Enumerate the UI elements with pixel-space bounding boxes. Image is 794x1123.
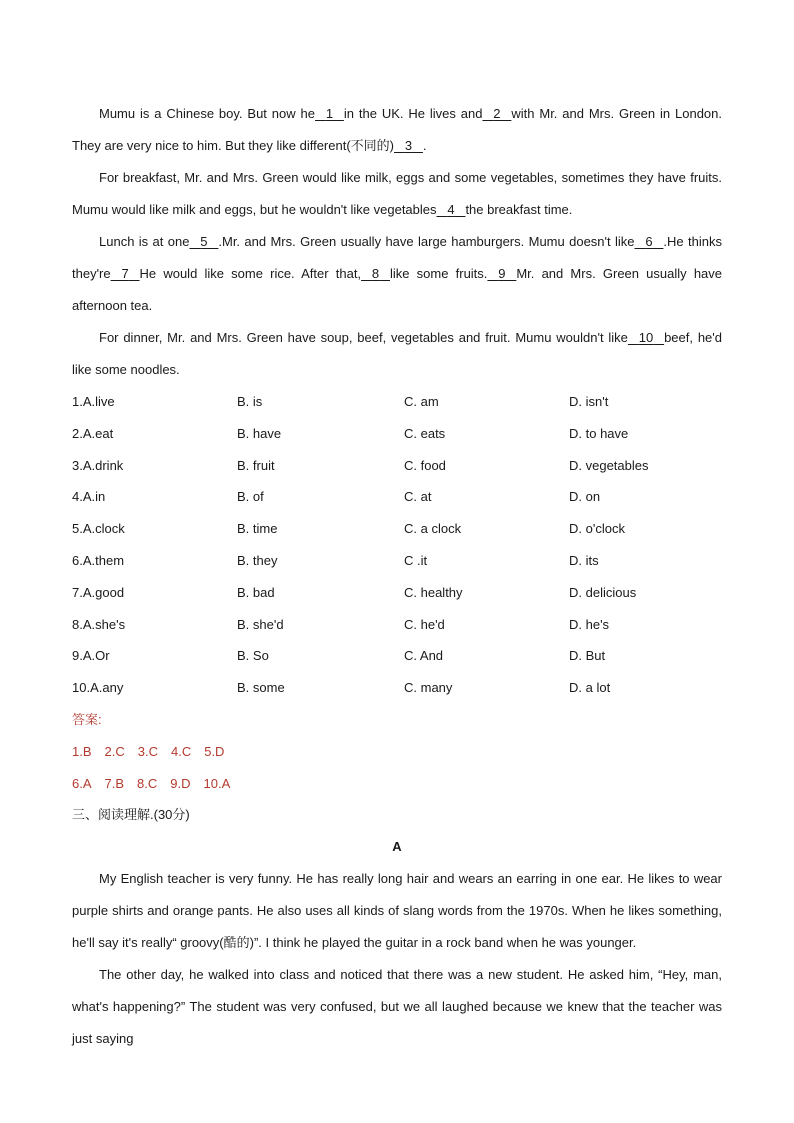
option-a: 2.A.eat bbox=[72, 425, 114, 441]
option-b: B. of bbox=[237, 489, 264, 505]
blank-8: 8 bbox=[371, 266, 380, 281]
question-row bbox=[72, 640, 722, 672]
text-run: with Mr. and Mrs. Green in London. They are very nice to him. But they like different(不同的) bbox=[72, 106, 722, 153]
blank-5: 5 bbox=[200, 234, 208, 249]
option-d: D. on bbox=[569, 489, 601, 505]
option-b: B. So bbox=[237, 648, 269, 664]
option-b: B. fruit bbox=[237, 457, 275, 473]
option-d: D. its bbox=[569, 552, 599, 568]
option-d: D. he's bbox=[569, 616, 610, 632]
option-b: B. have bbox=[237, 425, 282, 441]
option-c: C. healthy bbox=[404, 584, 463, 600]
answer-item: 10.A bbox=[203, 775, 231, 791]
option-c: C. And bbox=[404, 648, 444, 664]
text-run: in the UK. He lives and bbox=[343, 106, 483, 121]
blank-9: 9 bbox=[498, 266, 506, 281]
option-c: C. am bbox=[404, 394, 439, 409]
answer-item: 9.D bbox=[170, 775, 191, 791]
option-a: 7.A.good bbox=[72, 584, 125, 600]
question-list bbox=[72, 386, 722, 704]
option-a: 5.A.clock bbox=[72, 521, 125, 537]
option-b: B. they bbox=[237, 552, 278, 568]
cloze-paragraph-1 bbox=[72, 98, 722, 162]
section-title: 三、阅读理解.(30分) bbox=[72, 807, 190, 823]
text-run: He would like some rice. After that, bbox=[139, 266, 362, 281]
answer-item: 7.B bbox=[104, 775, 125, 791]
cloze-paragraph-4 bbox=[72, 322, 722, 386]
text-run: .Mr. and Mrs. Green usually have large hamburgers. Mumu doesn't like bbox=[218, 234, 635, 249]
option-c: C. at bbox=[404, 489, 432, 505]
reading-paragraph-1: My English teacher is very funny. He has really long hair and wears an earring in one ear. He likes to wear purple shirts and orange pants. He also uses all kinds of slang words from the 1970s. When he likes something, he'll say it's really“ groovy(酷的)”. I think he played the guitar in a rock band when he was younger. bbox=[72, 871, 722, 951]
answer-item: 6.A bbox=[72, 775, 92, 791]
option-b: B. bad bbox=[237, 584, 275, 600]
option-c: C. he'd bbox=[404, 616, 445, 632]
blank-10: 10 bbox=[638, 330, 654, 345]
question-row bbox=[72, 450, 722, 482]
option-d: D. a lot bbox=[569, 680, 611, 696]
answer-label: 答案: bbox=[72, 711, 102, 727]
answer-row-2 bbox=[72, 768, 722, 800]
blank-3: 3 bbox=[404, 138, 413, 153]
text-run: Lunch is at one bbox=[99, 234, 190, 249]
option-d: D. But bbox=[569, 648, 606, 664]
option-d: D. to have bbox=[569, 425, 629, 441]
option-d: D. vegetables bbox=[569, 457, 649, 473]
blank-2: 2 bbox=[493, 106, 501, 121]
blank-7: 7 bbox=[121, 266, 129, 281]
answer-item: 5.D bbox=[204, 743, 225, 759]
option-a: 6.A.them bbox=[72, 552, 125, 568]
question-row bbox=[72, 481, 722, 513]
text-run: beef, he'd like some noodles. bbox=[72, 330, 722, 377]
option-b: B. some bbox=[237, 680, 285, 696]
text-run: Mr. and Mrs. Green usually have afternoon tea. bbox=[72, 266, 723, 313]
question-row bbox=[72, 418, 722, 450]
option-a: 1.A.live bbox=[72, 394, 115, 409]
text-run: the breakfast time. bbox=[465, 202, 573, 217]
text-run: For breakfast, Mr. and Mrs. Green would like milk, eggs and some vegetables, sometimes they have fruits. Mumu would like milk and eggs, but he wouldn't like vegetables bbox=[72, 170, 722, 217]
question-row bbox=[72, 386, 722, 418]
question-row bbox=[72, 513, 722, 545]
question-row bbox=[72, 577, 722, 609]
option-b: B. she'd bbox=[237, 616, 284, 632]
option-c: C. many bbox=[404, 680, 453, 696]
answer-item: 8.C bbox=[137, 775, 158, 791]
answer-item: 1.B bbox=[72, 743, 92, 759]
reading-paragraph-2: The other day, he walked into class and noticed that there was a new student. He asked him, “Hey, man, what's happening?” The student was very confused, but we all laughed because we knew that the teacher was just saying bbox=[72, 967, 722, 1047]
worksheet-page bbox=[72, 98, 722, 1055]
text-run: like some fruits. bbox=[389, 266, 488, 281]
passage-label: A bbox=[392, 839, 402, 855]
blank-1: 1 bbox=[325, 106, 334, 121]
blank-4: 4 bbox=[447, 202, 455, 217]
cloze-paragraph-2 bbox=[72, 162, 722, 226]
text-run: . bbox=[422, 138, 427, 153]
answer-row-1 bbox=[72, 736, 722, 768]
option-d: D. delicious bbox=[569, 584, 637, 600]
option-a: 4.A.in bbox=[72, 489, 106, 505]
option-b: B. is bbox=[237, 394, 263, 409]
option-d: D. o'clock bbox=[569, 521, 625, 537]
option-a: 8.A.she's bbox=[72, 616, 126, 632]
option-c: C. eats bbox=[404, 425, 446, 441]
blank-6: 6 bbox=[645, 234, 653, 249]
option-c: C. food bbox=[404, 457, 446, 473]
option-a: 3.A.drink bbox=[72, 457, 124, 473]
option-c: C .it bbox=[404, 552, 428, 568]
text-run: Mumu is a Chinese boy. But now he bbox=[99, 106, 315, 121]
question-row bbox=[72, 545, 722, 577]
option-a: 10.A.any bbox=[72, 680, 124, 696]
cloze-paragraph-3 bbox=[72, 226, 722, 322]
question-row bbox=[72, 672, 722, 704]
answer-item: 4.C bbox=[170, 743, 192, 759]
option-c: C. a clock bbox=[404, 521, 462, 537]
option-a: 9.A.Or bbox=[72, 648, 110, 664]
text-run: For dinner, Mr. and Mrs. Green have soup, beef, vegetables and fruit. Mumu wouldn't like bbox=[99, 330, 628, 345]
text-run: .He thinks they're bbox=[72, 234, 722, 281]
option-d: D. isn't bbox=[569, 394, 609, 409]
option-b: B. time bbox=[237, 521, 278, 537]
answer-item: 3.C bbox=[137, 743, 158, 759]
answer-item: 2.C bbox=[104, 743, 125, 759]
question-row bbox=[72, 609, 722, 641]
